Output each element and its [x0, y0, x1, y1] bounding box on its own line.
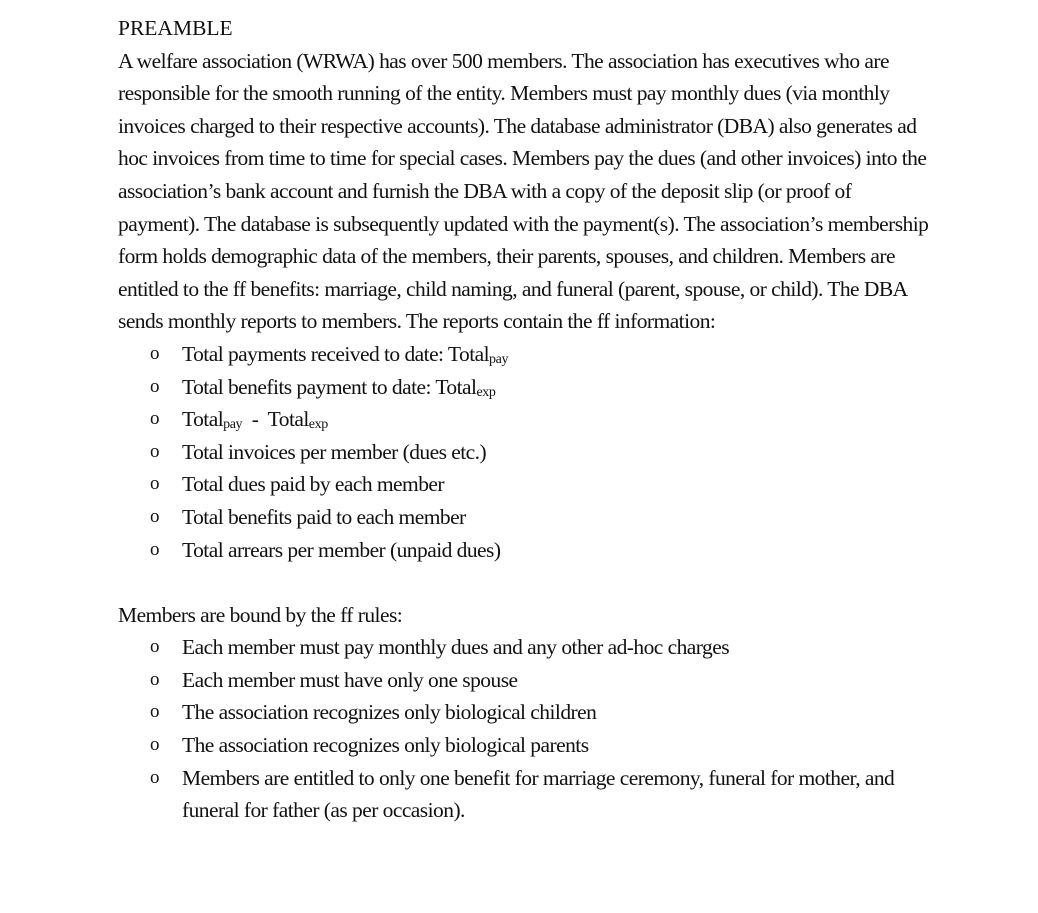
list-item-text: The association recognizes only biological parents: [182, 733, 589, 758]
paragraph-spacer: [118, 566, 936, 599]
list-item-text: Total benefits payment to date: Total: [182, 374, 477, 399]
list-item-text: Each member must have only one spouse: [182, 667, 518, 692]
list-item: [118, 762, 936, 827]
rules-intro: Members are bound by the ff rules:: [118, 602, 403, 627]
list-item: [118, 468, 936, 501]
list-item-text: Each member must pay monthly dues and any other ad-hoc charges: [182, 635, 730, 660]
list-item: [118, 534, 936, 567]
bullet-icon: o: [150, 473, 159, 495]
list-item-text: Total arrears per member (unpaid dues): [182, 537, 501, 562]
bullet-icon: o: [150, 734, 159, 756]
section-heading: PREAMBLE: [118, 16, 233, 40]
list-item: [118, 501, 936, 534]
list-item: [118, 371, 936, 404]
list-item-text: Total: [182, 407, 224, 432]
subscript: pay: [489, 351, 509, 367]
bullet-icon: o: [150, 408, 159, 430]
list-item: [118, 403, 936, 436]
list-item: [118, 664, 936, 697]
bullet-icon: o: [150, 766, 159, 788]
bullet-icon: o: [150, 440, 159, 462]
list-item-text: Total invoices per member (dues etc.): [182, 439, 487, 464]
preamble-paragraph: A welfare association (WRWA) has over 500 members. The association has executives who are responsible for the smooth running of the entity. Members must pay monthly dues (via monthly invoices charged to their respective accounts). The database administrator (DBA) also generates ad hoc invoices from time to time for special cases. Members pay the dues (and other invoices) into the association’s bank account and furnish the DBA with a copy of the deposit slip (or proof of payment). The database is subsequently updated with the payment(s). The association’s membership form holds demographic data of the members, their parents, spouses, and children. Members are entitled to the ff benefits: marriage, child naming, and funeral (parent, spouse, or child). The DBA sends monthly reports to members. The reports contain the ff information:: [118, 48, 929, 334]
list-item: [118, 436, 936, 469]
bullet-icon: o: [150, 375, 159, 397]
bullet-icon: o: [150, 668, 159, 690]
report-items-list: [118, 338, 936, 566]
subscript: exp: [308, 417, 328, 433]
list-item-text: Total dues paid by each member: [182, 472, 444, 497]
list-item-text: The association recognizes only biological children: [182, 700, 597, 725]
bullet-icon: o: [150, 505, 159, 527]
subscript: exp: [476, 384, 496, 400]
document-page: [118, 12, 936, 827]
list-item: [118, 338, 936, 371]
bullet-icon: o: [150, 636, 159, 658]
bullet-icon: o: [150, 342, 159, 364]
bullet-icon: o: [150, 538, 159, 560]
list-item: [118, 696, 936, 729]
subscript: pay: [223, 417, 243, 433]
list-item-text: Total payments received to date: Total: [182, 341, 490, 366]
list-item-text: Total benefits paid to each member: [182, 504, 466, 529]
bullet-icon: o: [150, 701, 159, 723]
list-item: [118, 631, 936, 664]
list-item-text: - Total: [242, 407, 309, 432]
rules-list: [118, 631, 936, 827]
list-item-text: Members are entitled to only one benefit for marriage ceremony, funeral for mother, and funeral for father (as per occasion).: [182, 765, 895, 823]
list-item: [118, 729, 936, 762]
